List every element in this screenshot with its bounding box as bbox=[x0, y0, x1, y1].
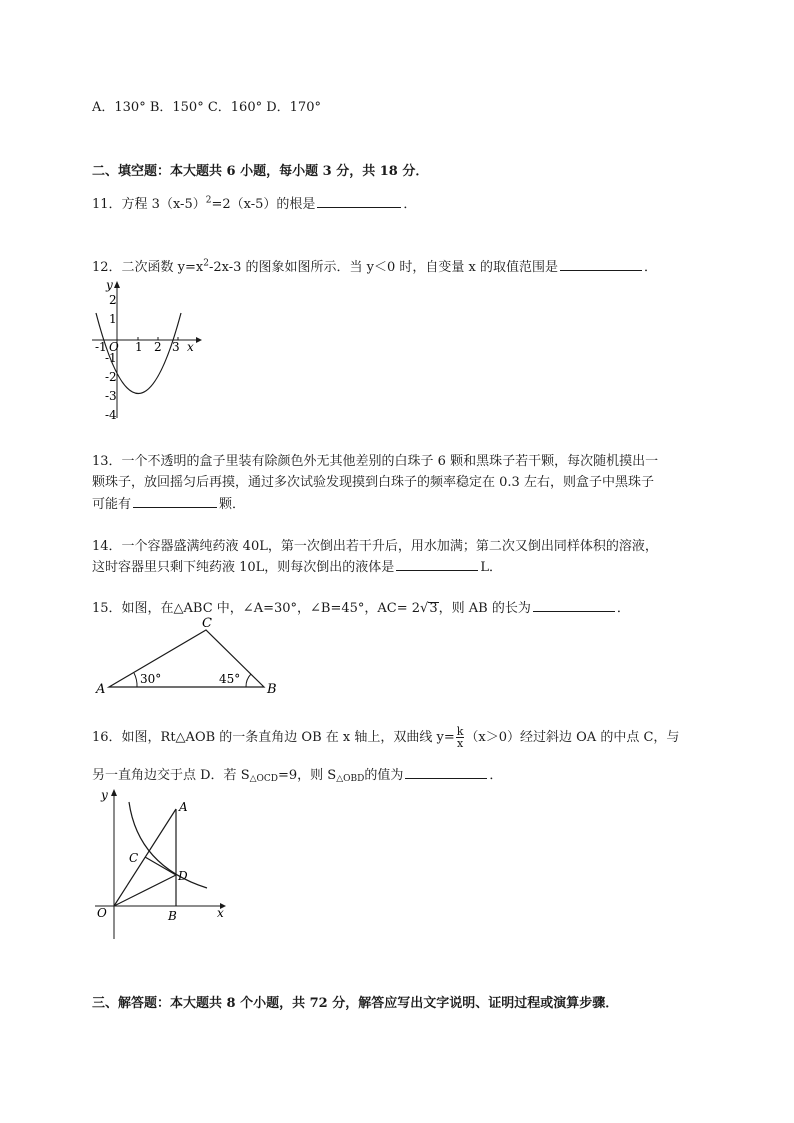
q12-parabola-graph bbox=[88, 278, 208, 424]
q14-line1: 14．一个容器盛满纯药液 40L，第一次倒出若干升后，用水加满；第二次又倒出同样体积的溶液， bbox=[92, 539, 658, 554]
q14-answer-blank[interactable] bbox=[396, 558, 478, 571]
x-axis-label: x bbox=[187, 340, 194, 354]
segment-cd bbox=[145, 857, 176, 875]
y-tick-neg3: -3 bbox=[105, 389, 117, 403]
vertex-c-label: C bbox=[202, 616, 212, 631]
q11-answer-blank[interactable] bbox=[317, 195, 401, 208]
y-tick-1: 1 bbox=[109, 312, 117, 326]
section2-title: 二、填空题：本大题共 6 小题，每小题 3 分，共 18 分． bbox=[92, 164, 429, 179]
origin-label: O bbox=[109, 340, 119, 354]
x-tick-3: 3 bbox=[172, 340, 180, 354]
vertex-a-label: A bbox=[96, 682, 106, 697]
point-b-label: B bbox=[168, 909, 177, 923]
point-o-label: O bbox=[97, 906, 107, 920]
q14-line2: 这时容器里只剩下纯药液 10L，则每次倒出的液体是 L． bbox=[92, 560, 502, 575]
section3-title: 三、解答题：本大题共 8 个小题，共 72 分，解答应写出文字说明、证明过程或演算步骤． bbox=[92, 996, 619, 1011]
q16-hyperbola-figure bbox=[92, 784, 232, 944]
q10-options: A．130° B．150° C．160° D．170° bbox=[92, 100, 321, 115]
y-axis-label: y bbox=[106, 278, 113, 292]
y-tick-neg1: -1 bbox=[105, 351, 117, 365]
angle-a-label: 30° bbox=[140, 672, 162, 686]
point-c-label: C bbox=[129, 851, 139, 865]
point-a-label: A bbox=[179, 800, 188, 814]
q13-answer-blank[interactable] bbox=[133, 495, 217, 508]
angle-a-arc bbox=[134, 673, 137, 687]
q13-line1: 13．一个不透明的盒子里装有除颜色外无其他差别的白珠子 6 颗和黑珠子若干颗，每次随机摸出一 bbox=[92, 454, 659, 469]
y-tick-2: 2 bbox=[109, 293, 117, 307]
x-tick-2: 2 bbox=[154, 340, 162, 354]
point-d-label: D bbox=[178, 869, 188, 883]
y-tick-neg4: -4 bbox=[105, 408, 117, 422]
q16-line2: 另一直角边交于点 D．若 $S_{\triangle OCD}=9$，则 $S_{\triangle OBD}$的值为 ． bbox=[92, 768, 503, 784]
q16-answer-blank[interactable] bbox=[405, 766, 487, 779]
y-tick-neg2: -2 bbox=[105, 370, 117, 384]
vertex-b-label: B bbox=[267, 682, 277, 697]
x-tick-neg1: -1 bbox=[95, 340, 107, 354]
y-axis-arrow bbox=[114, 281, 120, 288]
q11: 11．方程 $3(x-5)^2=2(x-5)$的根是 ． bbox=[92, 195, 417, 212]
q12-answer-blank[interactable] bbox=[560, 258, 642, 271]
q15: 15．如图，在△ABC 中，∠A=30°，∠B=45°，AC= 2√3，则 AB 的长为 ． bbox=[92, 601, 630, 616]
q13-line3: 可能有 颗． bbox=[92, 497, 246, 512]
triangle-abc bbox=[109, 630, 264, 687]
angle-b-arc bbox=[246, 674, 251, 687]
x-tick-1: 1 bbox=[135, 340, 143, 354]
q12: 12．二次函数 $y=x^2-2x-3$ 的图象如图所示．当 y＜0 时，自变量 x 的取值范围是 ． bbox=[92, 258, 658, 275]
y-axis-arrow bbox=[111, 789, 117, 796]
q13-line2: 颗珠子，放回摇匀后再摸，通过多次试验发现摸到白珠子的频率稳定在 0.3 左右，则盒子中黑珠子 bbox=[92, 475, 654, 490]
y-axis-label: y bbox=[101, 788, 108, 802]
hyperbola-curve bbox=[129, 802, 207, 888]
x-axis-arrow bbox=[196, 337, 202, 343]
q15-answer-blank[interactable] bbox=[533, 599, 615, 612]
angle-b-label: 45° bbox=[219, 672, 241, 686]
q15-triangle-figure bbox=[92, 614, 282, 698]
k-over-x-fraction: $\frac{k}{x}$ bbox=[456, 725, 464, 750]
x-axis-label: x bbox=[217, 906, 224, 920]
q16-line1: 16．如图，Rt△AOB 的一条直角边 OB 在 x 轴上，双曲线 y= $\frac{k}{x}$ （x＞0）经过斜边 OA 的中点 C，与 bbox=[92, 725, 680, 750]
